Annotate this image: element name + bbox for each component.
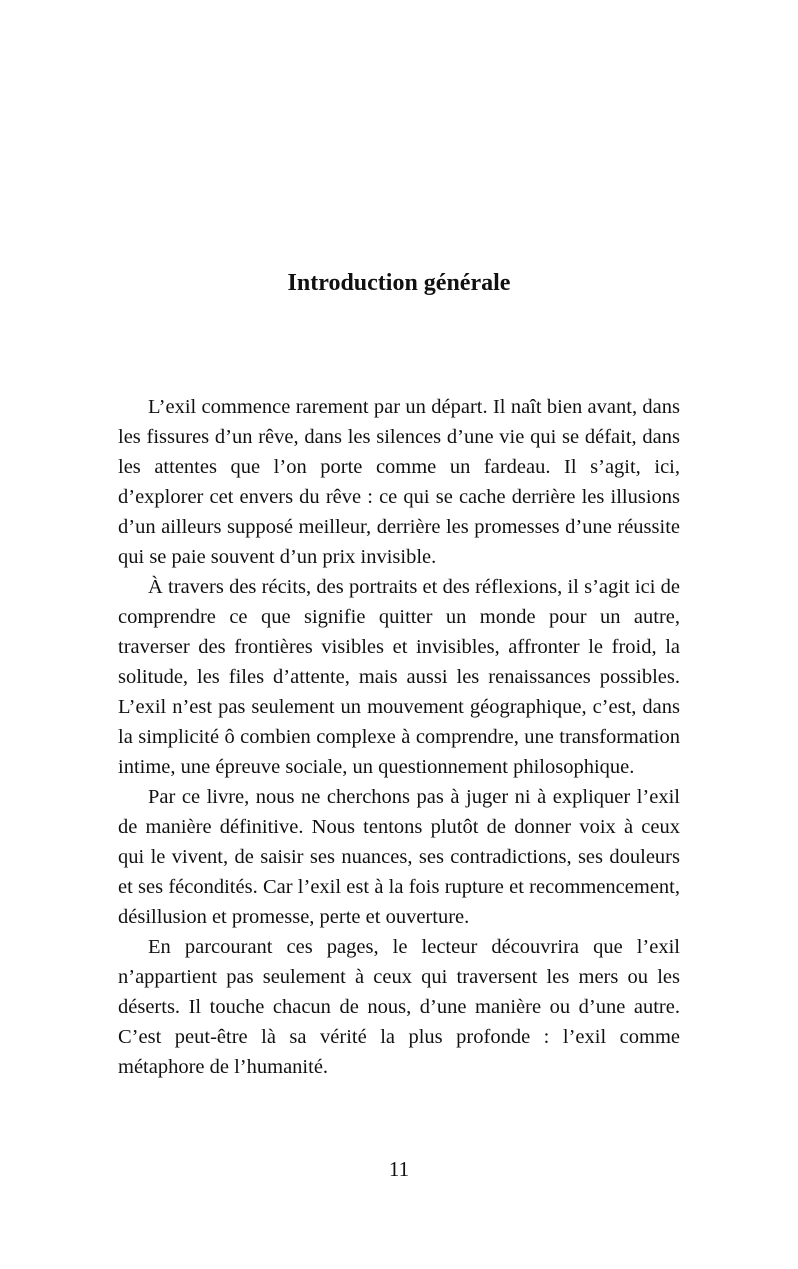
page-number: 11 xyxy=(388,1157,410,1181)
paragraph: Par ce livre, nous ne cherchons pas à juger ni à expliquer l’exil de manière définitive. Nous tentons plutôt de donner voix à ceux qui le vivent, de saisir ses nuances, ses contradictions, ses douleurs et ses fécondités. Car l’exil est à la fois rupture et recommencement, désillusion et promesse, perte et ouverture. xyxy=(118,786,680,928)
chapter-body xyxy=(118,392,680,1082)
chapter-title: Introduction générale xyxy=(287,270,511,296)
paragraph: L’exil commence rarement par un départ. Il naît bien avant, dans les fissures d’un rêve, dans les silences d’une vie qui se défait, dans les attentes que l’on porte comme un fardeau. Il s’agit, ici, d’explorer cet envers du rêve : ce qui se cache derrière les illusions d’un ailleurs supposé meilleur, derrière les promesses d’une réussite qui se paie souvent d’un prix invisible. xyxy=(118,396,680,568)
paragraph: En parcourant ces pages, le lecteur découvrira que l’exil n’appartient pas seulement à ceux qui traversent les mers ou les déserts. Il touche chacun de nous, d’une manière ou d’une autre. C’est peut-être là sa vérité la plus profonde : l’exil comme métaphore de l’humanité. xyxy=(118,936,680,1078)
paragraph: À travers des récits, des portraits et des réflexions, il s’agit ici de comprendre ce que signifie quitter un monde pour un autre, traverser des frontières visibles et invisibles, affronter le froid, la solitude, les files d’attente, mais aussi les renaissances possibles. L’exil n’est pas seulement un mouvement géographique, c’est, dans la simplicité ô combien complexe à comprendre, une transformation intime, une épreuve sociale, un questionnement philosophique. xyxy=(118,576,680,778)
